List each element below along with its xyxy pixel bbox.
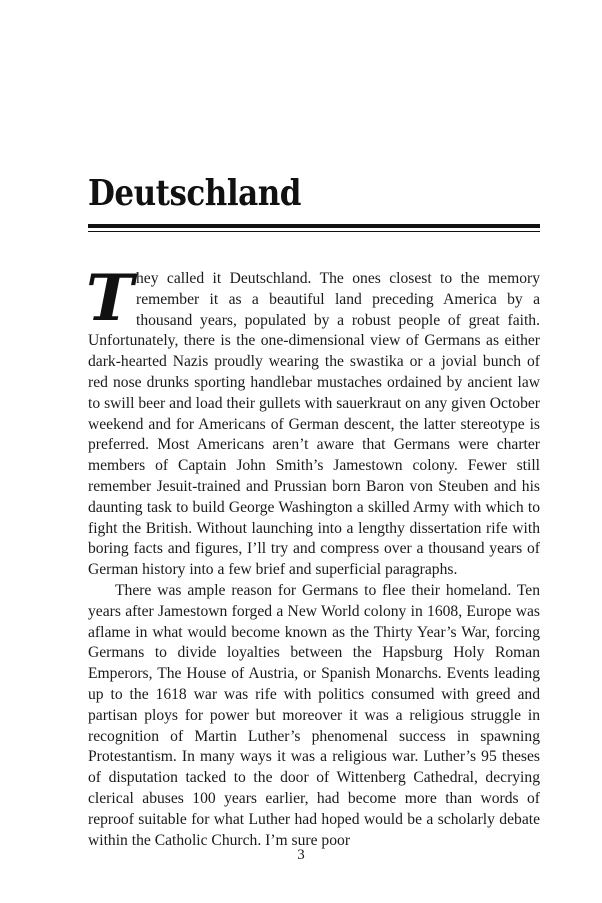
paragraph-2: There was ample reason for Germans to flee their homeland. Ten years after Jamestown forged a New World colony in 1608, Europe was aflame in what would become known as the Thirty Year’s War, forcing Germans to divide loyalties between the Hapsburg Holy Roman Emperors, The House of Austria, or Spanish Monarchs. Events leading up to the 1618 war was rife with politics consumed with greed and partisan ploys for power but moreover it was a religious struggle in recognition of Martin Luther’s phenomenal success in spawning Protestantism. In many ways it was a religious war. Luther’s 95 theses of disputation tacked to the door of Wittenberg Cathedral, decrying clerical abuses 100 years earlier, had become more than words of reproof suitable for what Luther had hoped would be a scholarly debate within the Catholic Church. I’m sure poor xyxy=(88,581,540,849)
title-rule-thick xyxy=(88,224,540,228)
page-number: 3 xyxy=(297,847,305,863)
chapter-title: Deutschland xyxy=(88,172,301,214)
body-text xyxy=(86,261,540,851)
paragraph-1-text: hey called it Deutschland. The ones closest to the memory remember it as a beautiful land preceding America by a thousand years, populated by a robust people of great faith. Unfortunately, there is the one-dimensional view of Germans as either dark-hearted Nazis proudly wearing the swastika or a jovial bunch of red nose drunks sporting handlebar mustaches ordained by ancient law to swill beer and load their gullets with sauerkraut on any given October weekend and for Americans of German descent, the latter stereotype is preferred. Most Americans aren’t aware that Germans were charter members of Captain John Smith’s Jamestown colony. Fewer still remember Jesuit-trained and Prussian born Baron von Steuben and his daunting task to build George Washington a skilled Army with which to fight the British. Without launching into a lengthy dissertation rife with boring facts and figures, I’ll try and compress over a thousand years of German history into a few brief and superficial paragraphs. xyxy=(88,270,540,579)
drop-cap: T xyxy=(86,261,134,336)
paragraph-1 xyxy=(86,261,540,581)
title-rule-thin xyxy=(88,231,540,232)
